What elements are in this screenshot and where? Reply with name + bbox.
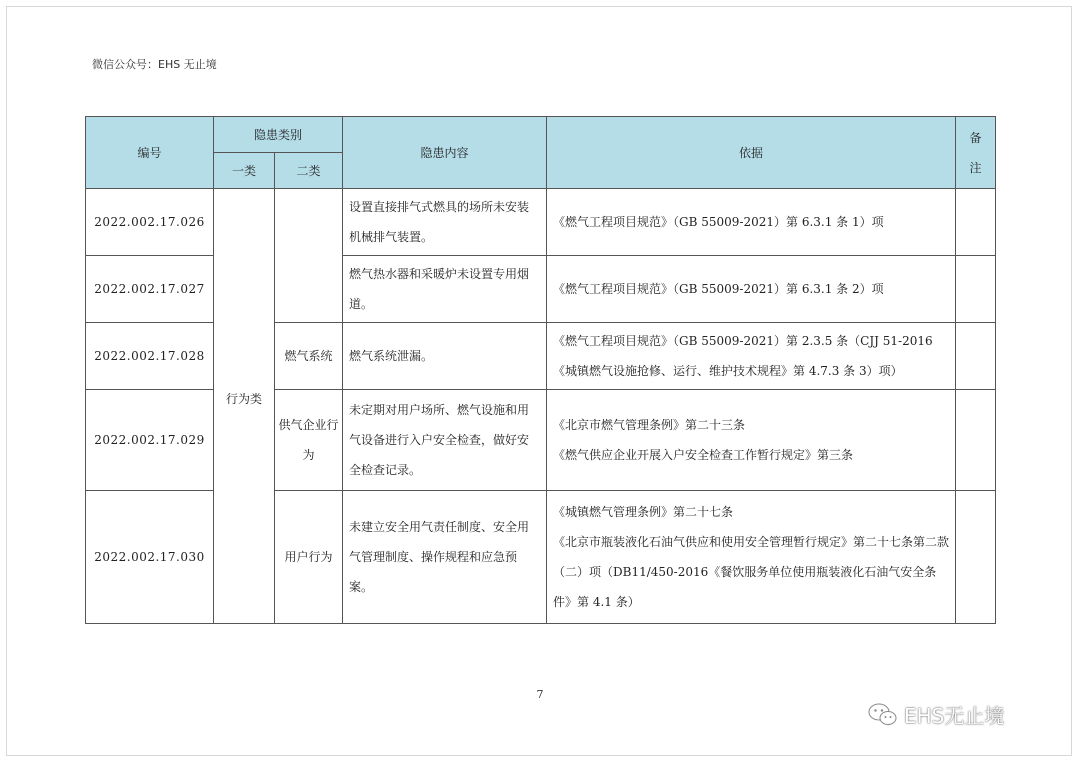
wechat-icon (868, 702, 898, 728)
row-remark (956, 390, 996, 491)
basis-line: 《城镇燃气管理条例》第二十七条 (553, 505, 734, 519)
header-code: 编号 (86, 117, 214, 189)
category-level1-cell: 行为类 (214, 189, 275, 624)
row-content: 未建立安全用气责任制度、安全用气管理制度、操作规程和应急预案。 (343, 491, 547, 624)
category-level2-cell: 供气企业行为 (275, 390, 343, 491)
row-basis (547, 256, 956, 323)
header-category-level2: 二类 (275, 153, 343, 189)
row-basis (547, 390, 956, 491)
row-remark (956, 256, 996, 323)
row-content: 燃气系统泄漏。 (343, 323, 547, 390)
watermark (868, 700, 1004, 729)
basis-line: 《北京市瓶装液化石油气供应和使用安全管理暂行规定》第二十七条第二款（二）项（DB11/450-2016《餐饮服务单位使用瓶装液化石油气安全条件》第 4.1 条） (553, 535, 950, 609)
basis-line: 《燃气工程项目规范》（GB 55009-2021）第 2.3.5 条（CJJ 51-2016《城镇燃气设施抢修、运行、维护技术规程》第 4.7.3 条 3）项） (553, 334, 933, 378)
basis-line: 《北京市燃气管理条例》第二十三条 (553, 418, 746, 432)
page-number: 7 (536, 688, 544, 701)
category-level2-cell (275, 189, 343, 323)
header-basis: 依据 (547, 117, 956, 189)
row-code: 2022.002.17.030 (86, 491, 214, 624)
watermark-text: EHS无止境 (904, 704, 1005, 728)
row-code: 2022.002.17.026 (86, 189, 214, 256)
row-remark (956, 491, 996, 624)
row-content: 设置直接排气式燃具的场所未安装机械排气装置。 (343, 189, 547, 256)
category-level2-cell: 用户行为 (275, 491, 343, 624)
basis-line: 《燃气工程项目规范》（GB 55009-2021）第 6.3.1 条 1）项 (553, 215, 884, 229)
header-remark-line1: 备 (969, 130, 982, 145)
header-remark (956, 117, 996, 189)
row-content: 燃气热水器和采暖炉未设置专用烟道。 (343, 256, 547, 323)
header-content: 隐患内容 (343, 117, 547, 189)
row-code: 2022.002.17.027 (86, 256, 214, 323)
row-basis (547, 323, 956, 390)
table-row (86, 189, 996, 256)
basis-line: 《燃气工程项目规范》（GB 55009-2021）第 6.3.1 条 2）项 (553, 282, 884, 296)
row-remark (956, 189, 996, 256)
row-code: 2022.002.17.028 (86, 323, 214, 390)
row-content: 未定期对用户场所、燃气设施和用气设备进行入户安全检查，做好安全检查记录。 (343, 390, 547, 491)
header-note: 微信公众号：EHS 无止境 (92, 58, 217, 71)
row-basis (547, 189, 956, 256)
category-level2-cell: 燃气系统 (275, 323, 343, 390)
header-category: 隐患类别 (214, 117, 343, 153)
row-code: 2022.002.17.029 (86, 390, 214, 491)
basis-line: 《燃气供应企业开展入户安全检查工作暂行规定》第三条 (553, 448, 854, 462)
hazard-table (85, 116, 996, 624)
row-remark (956, 323, 996, 390)
row-basis (547, 491, 956, 624)
header-category-level1: 一类 (214, 153, 275, 189)
header-remark-line2: 注 (969, 160, 982, 175)
